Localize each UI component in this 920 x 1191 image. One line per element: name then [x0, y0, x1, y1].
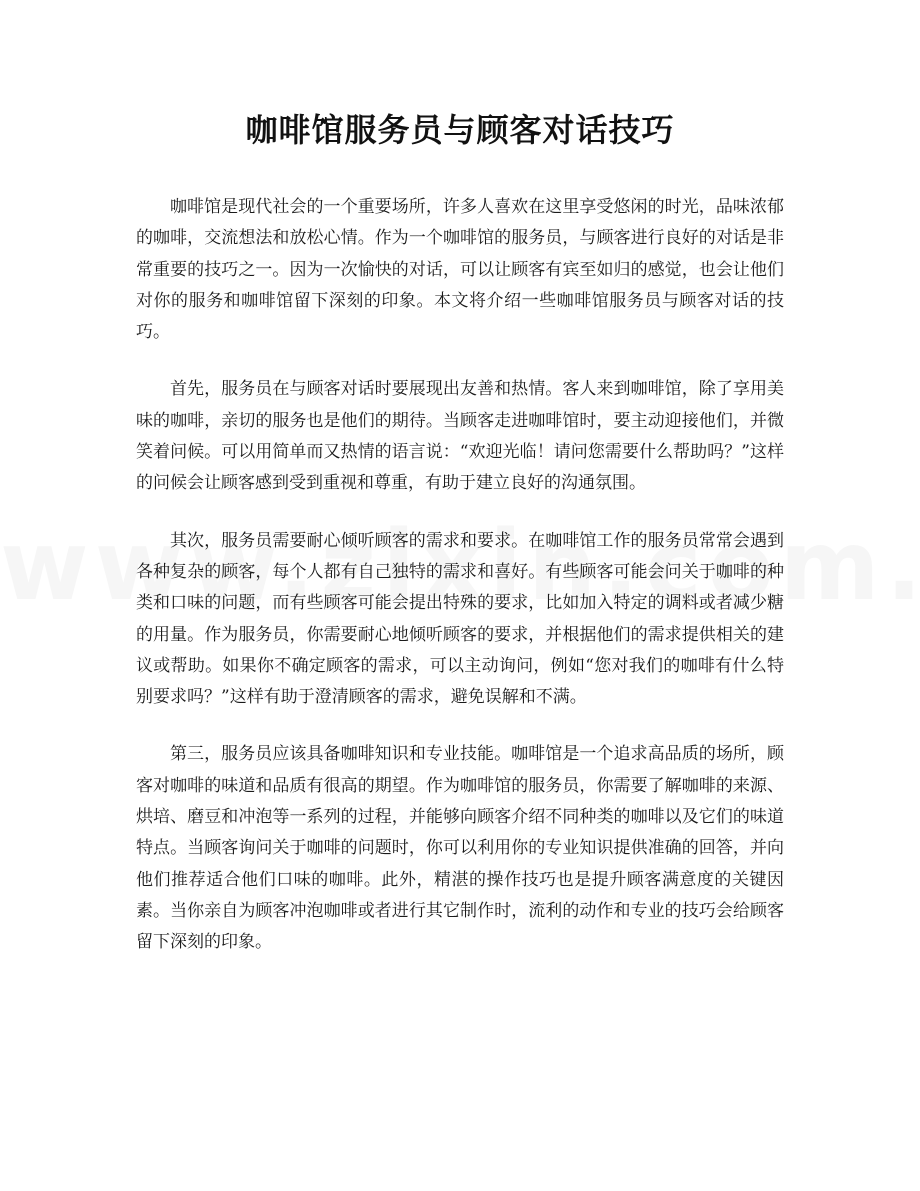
paragraph-intro: 咖啡馆是现代社会的一个重要场所，许多人喜欢在这里享受悠闲的时光，品味浓郁的咖啡，交流想法和放松心情。作为一个咖啡馆的服务员，与顾客进行良好的对话是非常重要的技巧之一。因为一次愉快的对话，可以让顾客有宾至如归的感觉，也会让他们对你的服务和咖啡馆留下深刻的印象。本文将介绍一些咖啡馆服务员与顾客对话的技巧。 [136, 197, 784, 343]
document-title: 咖啡馆服务员与顾客对话技巧 [245, 111, 675, 149]
paragraph-second: 其次，服务员需要耐心倾听顾客的需求和要求。在咖啡馆工作的服务员常常会遇到各种复杂的顾客，每个人都有自己独特的需求和喜好。有些顾客可能会问关于咖啡的种类和口味的问题，而有些顾客可能会提出特殊的要求，比如加入特定的调料或者减少糖的用量。作为服务员，你需要耐心地倾听顾客的要求，并根据他们的需求提供相关的建议或帮助。如果你不确定顾客的需求，可以主动询问，例如“您对我们的咖啡有什么特别要求吗？”这样有助于澄清顾客的需求，避免误解和不满。 [136, 530, 784, 708]
paragraph-first: 首先，服务员在与顾客对话时要展现出友善和热情。客人来到咖啡馆，除了享用美味的咖啡，亲切的服务也是他们的期待。当顾客走进咖啡馆时，要主动迎接他们，并微笑着问候。可以用简单而又热情的语言说：“欢迎光临！请问您需要什么帮助吗？”这样的问候会让顾客感到受到重视和尊重，有助于建立良好的沟通氛围。 [136, 379, 784, 494]
paragraph-third: 第三，服务员应该具备咖啡知识和专业技能。咖啡馆是一个追求高品质的场所，顾客对咖啡的味道和品质有很高的期望。作为咖啡馆的服务员，你需要了解咖啡的来源、烘培、磨豆和冲泡等一系列的过程，并能够向顾客介绍不同种类的咖啡以及它们的味道特点。当顾客询问关于咖啡的问题时，你可以利用你的专业知识提供准确的回答，并向他们推荐适合他们口味的咖啡。此外，精湛的操作技巧也是提升顾客满意度的关键因素。当你亲自为顾客冲泡咖啡或者进行其它制作时，流利的动作和专业的技巧会给顾客留下深刻的印象。 [136, 744, 784, 953]
